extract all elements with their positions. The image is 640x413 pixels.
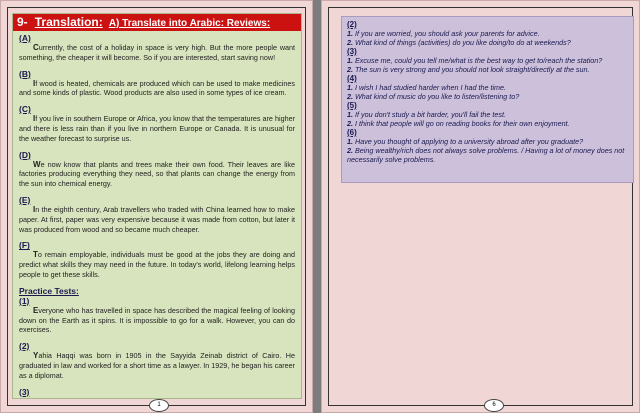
passage-label: (E): [19, 194, 31, 205]
passage-label: (D): [19, 149, 31, 160]
passage-label: (A): [19, 33, 31, 43]
right-page: [321, 0, 640, 413]
answer-line: [347, 119, 628, 128]
left-page: [0, 0, 313, 413]
answer-text: If you don't study a bit harder, you'll fail the test.: [355, 110, 506, 119]
answer-number: 2.: [347, 38, 353, 47]
passage-label: (C): [19, 104, 31, 115]
translation-box: [12, 13, 302, 399]
passage-text: If you live in southern Europe or Africa, you know that the temperatures are higher and there is less rain than if you live in northern Europe or Canada. It is unusual for the weather forecast to surprise us.: [19, 114, 295, 143]
answer-text: If you are worried, you should ask your parents for advice.: [355, 29, 540, 38]
answer-text: What kind of things (activities) do you like doing/to do at weekends?: [355, 38, 571, 47]
practice-label: (1): [19, 295, 30, 306]
passage-text: If wood is heated, chemicals are produced which can be used to make medicines and some kinds of plastic. Wood products are also used in some types of ice cream.: [19, 78, 295, 98]
passage-label: (F): [19, 240, 30, 251]
section-subtitle: A) Translate into Arabic: Reviews:: [108, 18, 271, 29]
answer-text: I wish I had studied harder when I had the time.: [355, 83, 507, 92]
practice-text: Yahia Haqqi was born in 1905 in the Sayyida Zeinab district of Cairo. He graduated in law and worked for a short time as a lawyer. In 1929, he began his career as a diplomat.: [19, 351, 295, 380]
practice-text: Everyone who has travelled in space has described the magical feeling of looking down on the Earth as it spins. It is impossible to go for a walk. However, you can do exercises.: [19, 305, 295, 335]
answer-text: Have you thought of applying to a university abroad after you graduate?: [355, 137, 584, 146]
practice-label: (2): [19, 341, 30, 352]
page-number-badge: 1: [149, 399, 169, 412]
answer-line: [347, 56, 628, 65]
answer-line: [347, 110, 628, 119]
passage-text: In the eighth century, Arab travellers who traded with China learned how to make paper. At first, paper was very expensive because it was made from cotton, but later it was produced from wood and so became much cheaper.: [19, 204, 295, 234]
practice-label: (3): [19, 386, 30, 397]
answer-line: [347, 92, 628, 101]
answer-text: The sun is very strong and you should not look straight/directly at the sun.: [355, 65, 590, 74]
passage-text: Currently, the cost of a holiday in space is very high. But the more people want something, the cheaper it will become. So if you are interested, start saving now!: [19, 43, 295, 62]
answer-group-label: (3): [347, 47, 357, 56]
answer-number: 2.: [347, 65, 353, 74]
answer-number: 2.: [347, 146, 353, 155]
passage-label: (B): [19, 68, 31, 79]
section-title-bar: [13, 14, 301, 31]
passage-text: We now know that plants and trees make their own food. Their leaves are like factories producing everything they need, so that plants can change the energy from the sun into chemical energy.: [19, 159, 295, 189]
answer-number: 2.: [347, 119, 353, 128]
answer-line: [347, 29, 628, 38]
answer-text: Excuse me, could you tell me/what is the best way to get to/reach the station?: [355, 56, 603, 65]
section-number: 9-: [17, 15, 28, 29]
answer-number: 1.: [347, 83, 353, 92]
answer-line: [347, 38, 628, 47]
answer-line: [347, 146, 628, 164]
answer-text: Being wealthy/rich does not always solve problems. / Having a lot of money does not necessarily solve problems.: [347, 146, 625, 164]
answer-number: 2.: [347, 92, 353, 101]
answer-number: 1.: [347, 137, 353, 146]
answer-number: 1.: [347, 56, 353, 65]
answer-line: [347, 137, 628, 146]
answer-group-label: (2): [347, 20, 357, 29]
answer-line: [347, 65, 628, 74]
answer-number: 1.: [347, 110, 353, 119]
answer-group-label: (4): [347, 74, 357, 83]
page-number-badge: 6: [484, 399, 504, 412]
answer-number: 1.: [347, 29, 353, 38]
answers-box: [341, 16, 634, 183]
section-title: Translation:: [34, 15, 103, 29]
answer-text: What kind of music do you like to listen/listening to?: [355, 92, 520, 101]
practice-tests-heading: Practice Tests:: [19, 285, 79, 296]
answer-group-label: (6): [347, 128, 357, 137]
passage-text: To remain employable, individuals must be good at the jobs they are doing and predict what skills they may need in the future. In today's world, lifelong learning helps people to get these skills.: [19, 250, 295, 279]
answer-line: [347, 83, 628, 92]
answer-group-label: (5): [347, 101, 357, 110]
answer-text: I think that people will go on reading books for their own enjoyment.: [355, 119, 570, 128]
passages-content: [19, 33, 295, 397]
